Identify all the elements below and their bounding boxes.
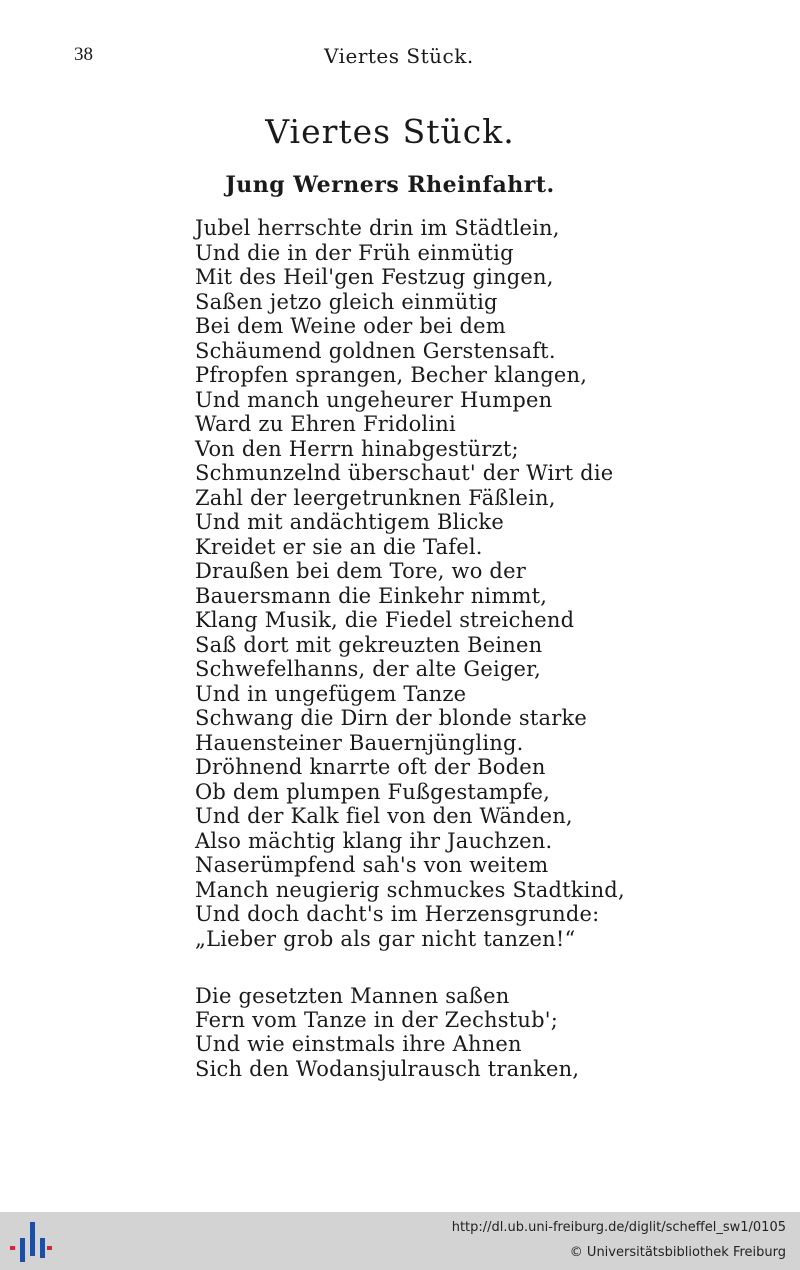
verse-line: Und die in der Früh einmütig bbox=[195, 240, 514, 265]
verse-line: Mit des Heil'gen Festzug gingen, bbox=[195, 265, 554, 289]
running-head bbox=[0, 44, 800, 74]
verse-line: Manch neugierig schmuckes Stadtkind, bbox=[195, 877, 625, 902]
viewer-footer bbox=[0, 1212, 800, 1270]
verse-line: Saßen jetzo gleich einmütig bbox=[195, 289, 498, 314]
verse-line: Von den Herrn hinabgestürzt; bbox=[195, 436, 519, 461]
stanza-1 bbox=[195, 216, 625, 951]
verse-line: Naserümpfend sah's von weitem bbox=[195, 853, 549, 877]
verse-line: Und in ungefügem Tanze bbox=[195, 681, 467, 706]
verse-line: Kreidet er sie an die Tafel. bbox=[195, 534, 483, 559]
verse-line: Pfropfen sprangen, Becher klangen, bbox=[195, 363, 588, 387]
verse-line: Und der Kalk fiel von den Wänden, bbox=[195, 804, 573, 828]
running-title: Viertes Stück. bbox=[324, 44, 474, 68]
copyright-notice: © Universitätsbibliothek Freiburg bbox=[569, 1245, 786, 1260]
verse-line: Und mit andächtigem Blicke bbox=[195, 510, 504, 534]
verse-line: „Lieber grob als gar nicht tanzen!“ bbox=[195, 926, 576, 951]
stanza-2 bbox=[195, 984, 579, 1081]
verse-line: Und manch ungeheurer Humpen bbox=[195, 387, 553, 412]
verse-line: Zahl der leergetrunknen Fäßlein, bbox=[195, 485, 556, 510]
verse-line: Fern vom Tanze in der Zechstub'; bbox=[195, 1008, 559, 1033]
verse-line: Und wie einstmals ihre Ahnen bbox=[195, 1032, 522, 1057]
chapter-title: Viertes Stück. bbox=[265, 112, 515, 151]
verse-line: Ob dem plumpen Fußgestampfe, bbox=[195, 779, 551, 804]
page-number: 38 bbox=[74, 44, 93, 65]
verse-line: Hauensteiner Bauernjüngling. bbox=[195, 730, 524, 755]
poem-title: Jung Werners Rheinfahrt. bbox=[225, 172, 555, 198]
document-url-link[interactable]: http://dl.ub.uni-freiburg.de/diglit/scheffel_sw1/0105 bbox=[451, 1220, 786, 1235]
verse-line: Schwefelhanns, der alte Geiger, bbox=[195, 657, 541, 681]
verse-line: Die gesetzten Mannen saßen bbox=[195, 984, 510, 1008]
verse-line: Draußen bei dem Tore, wo der bbox=[195, 559, 526, 583]
verse-line: Ward zu Ehren Fridolini bbox=[195, 412, 456, 436]
verse-line: Sich den Wodansjulrausch tranken, bbox=[195, 1056, 580, 1081]
verse-line: Schmunzelnd überschaut' der Wirt die bbox=[195, 461, 614, 485]
verse-line: Bei dem Weine oder bei dem bbox=[195, 314, 506, 338]
verse-line: Jubel herrschte drin im Städtlein, bbox=[195, 216, 560, 240]
verse-line: Dröhnend knarrte oft der Boden bbox=[195, 755, 546, 779]
verse-line: Saß dort mit gekreuzten Beinen bbox=[195, 632, 543, 657]
verse-line: Schwang die Dirn der blonde starke bbox=[195, 706, 588, 730]
verse-line: Schäumend goldnen Gerstensaft. bbox=[195, 338, 556, 363]
verse-line: Also mächtig klang ihr Jauchzen. bbox=[195, 828, 553, 853]
ub-freiburg-logo-icon bbox=[10, 1222, 52, 1262]
verse-line: Bauersmann die Einkehr nimmt, bbox=[195, 583, 548, 608]
verse-line: Klang Musik, die Fiedel streichend bbox=[195, 608, 575, 632]
verse-line: Und doch dacht's im Herzensgrunde: bbox=[195, 902, 600, 926]
